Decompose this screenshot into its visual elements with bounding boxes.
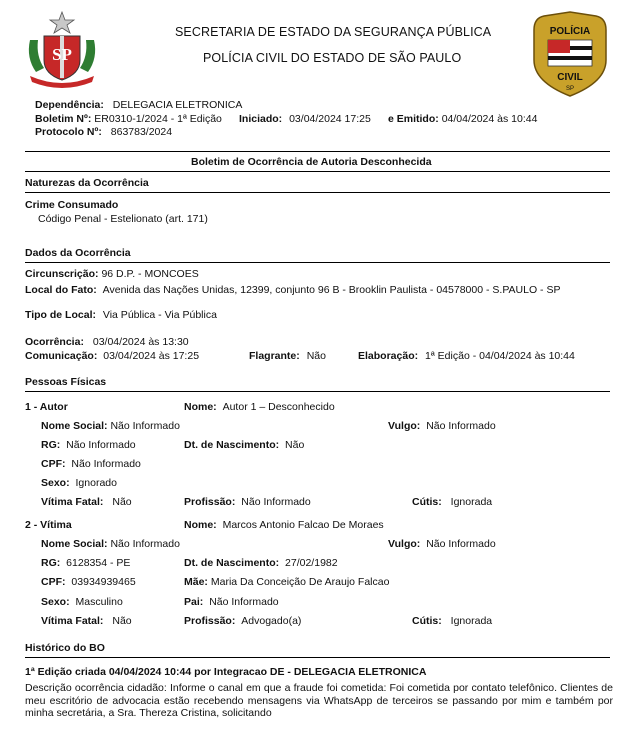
field-value: Não Informado [426,538,496,550]
field-label: Vítima Fatal: [41,496,104,508]
field-value: Não Informado [209,596,279,608]
field-label: Vulgo: [388,538,421,550]
iniciado-label: Iniciado: [239,113,283,125]
field-label: Pai: [184,596,204,608]
field-label: Profissão: [184,615,236,627]
person-2-title: 2 - Vítima [25,519,72,531]
crime-consumado-label: Crime Consumado [25,199,119,211]
person-2-nome-social [41,538,180,550]
emitido-row [388,113,537,125]
person-2-profissao [184,615,301,627]
field-value: 6128354 - PE [66,557,131,569]
person-1-title: 1 - Autor [25,401,68,413]
field-value: Maria Da Conceição De Araujo Falcao [210,576,390,588]
local-fato-value: Avenida das Nações Unidas, 12399, conjunto 96 B - Brooklin Paulista - 04578000 - S.PAULO - SP [102,284,561,296]
person-1-nome-social [41,420,180,432]
elaboracao-label: Elaboração: [358,350,419,362]
policia-civil-badge [530,10,610,98]
divider [25,262,610,263]
person-2-nascimento [184,557,338,569]
elaboracao-value: 1ª Edição - 04/04/2024 às 10:44 [425,350,575,362]
field-value: Não Informado [241,496,311,508]
field-label: Mãe: [184,576,208,588]
person-1-vitima-fatal [41,496,132,508]
comunicacao-row [25,350,199,362]
field-value: Não [112,496,132,508]
person-1-vulgo [388,420,496,432]
field-value: Não [285,439,305,451]
flagrante-value: Não [306,350,326,362]
divider [25,151,610,152]
field-label: Cútis: [412,496,442,508]
person-2-pai [184,596,279,608]
circunscricao-row [25,268,199,280]
field-value: Ignorada [450,615,493,627]
field-label: Dt. de Nascimento: [184,557,280,569]
section-pessoas: Pessoas Físicas [25,376,107,388]
divider [25,657,610,658]
header-secretaria: SECRETARIA DE ESTADO DA SEGURANÇA PÚBLICA [175,25,492,39]
field-label: Cútis: [412,615,442,627]
person-2-vulgo [388,538,496,550]
badge-bottom-text: CIVIL [557,72,583,83]
protocolo-row [35,126,172,138]
protocolo-label: Protocolo Nº: [35,126,102,138]
local-fato-row [25,284,560,296]
protocolo-value: 863783/2024 [110,126,173,138]
flagrante-label: Flagrante: [249,350,300,362]
tipo-local-label: Tipo de Local: [25,309,96,321]
field-label: Profissão: [184,496,236,508]
field-value: Não [112,615,132,627]
person-2-rg [41,557,130,569]
field-label: Vítima Fatal: [41,615,104,627]
boletim-row [35,113,222,125]
person-2-sexo [41,596,123,608]
iniciado-row [239,113,371,125]
person-2-cpf [41,576,136,588]
field-value: 27/02/1982 [285,557,338,569]
person-1-sexo [41,477,117,489]
field-label: Sexo: [41,596,70,608]
divider [25,391,610,392]
field-label: RG: [41,557,61,569]
divider [25,192,610,193]
field-label: Vulgo: [388,420,421,432]
historico-edicao: 1ª Edição criada 04/04/2024 10:44 por Integracao DE - DELEGACIA ELETRONICA [25,666,427,678]
comunicacao-value: 03/04/2024 às 17:25 [103,350,200,362]
dependencia-label: Dependência: [35,99,104,111]
boletim-label: Boletim Nº: [35,113,92,125]
person-1-profissao [184,496,311,508]
flagrante-row [249,350,326,362]
field-label: Nome: [184,401,217,413]
sp-coat-of-arms-logo [24,10,100,90]
field-value: 03934939465 [71,576,136,588]
historico-texto: Descrição ocorrência cidadão: Informe o canal em que a fraude foi cometida: Foi cometida por contato telefônico. Clientes de meu escritório de advocacia estão recebendo mensagens via WhatsApp de terceiros se passando por mim e também por minha secretária, a Sra. Thereza Cristina, solicitando [25,682,613,720]
dependencia-row [35,99,242,111]
badge-top-text: POLÍCIA [549,26,591,37]
field-value: Masculino [75,596,123,608]
field-value: Autor 1 – Desconhecido [222,401,335,413]
field-value: Não Informado [426,420,496,432]
person-1-nascimento [184,439,304,451]
comunicacao-label: Comunicação: [25,350,98,362]
field-value: Advogado(a) [241,615,302,627]
section-naturezas: Naturezas da Ocorrência [25,177,149,189]
person-2-cutis [412,615,492,627]
tipo-local-row [25,309,217,321]
person-2-nome [184,519,384,531]
crime-value: Código Penal - Estelionato (art. 171) [38,213,208,225]
dependencia-value: DELEGACIA ELETRONICA [112,99,243,111]
section-historico: Histórico do BO [25,642,105,654]
field-label: CPF: [41,458,66,470]
circunscricao-label: Circunscrição: [25,268,99,280]
field-label: Sexo: [41,477,70,489]
ocorrencia-value: 03/04/2024 às 13:30 [92,336,189,348]
elaboracao-row [358,350,575,362]
field-value: Não Informado [66,439,136,451]
field-label: Nome: [184,519,217,531]
field-label: Nome Social: [41,538,108,550]
ocorrencia-row [25,336,189,348]
person-1-rg [41,439,136,451]
field-value: Marcos Antonio Falcao De Moraes [222,519,384,531]
circunscricao-value: 96 D.P. - MONCOES [101,268,199,280]
person-1-nome [184,401,335,413]
tipo-local-value: Via Pública - Via Pública [102,309,217,321]
field-label: Dt. de Nascimento: [184,439,280,451]
emitido-value: 04/04/2024 às 10:44 [441,113,538,125]
field-value: Não Informado [71,458,141,470]
local-fato-label: Local do Fato: [25,284,97,296]
field-label: CPF: [41,576,66,588]
person-1-cpf [41,458,141,470]
ocorrencia-label: Ocorrência: [25,336,84,348]
field-label: Nome Social: [41,420,108,432]
logo-sp-text: SP [52,45,72,64]
badge-sp-text: SP [565,86,575,92]
emitido-label: e Emitido: [388,113,439,125]
field-label: RG: [41,439,61,451]
field-value: Não Informado [110,538,180,550]
field-value: Ignorada [450,496,493,508]
person-2-mae [184,576,389,588]
boletim-value: ER0310-1/2024 - 1ª Edição [94,113,222,125]
field-value: Ignorado [75,477,117,489]
divider [25,171,610,172]
person-2-vitima-fatal [41,615,132,627]
section-dados: Dados da Ocorrência [25,247,131,259]
header-policia-civil: POLÍCIA CIVIL DO ESTADO DE SÃO PAULO [203,51,462,65]
field-value: Não Informado [110,420,180,432]
document-title: Boletim de Ocorrência de Autoria Desconhecida [191,156,432,168]
iniciado-value: 03/04/2024 17:25 [289,113,371,125]
person-1-cutis [412,496,492,508]
